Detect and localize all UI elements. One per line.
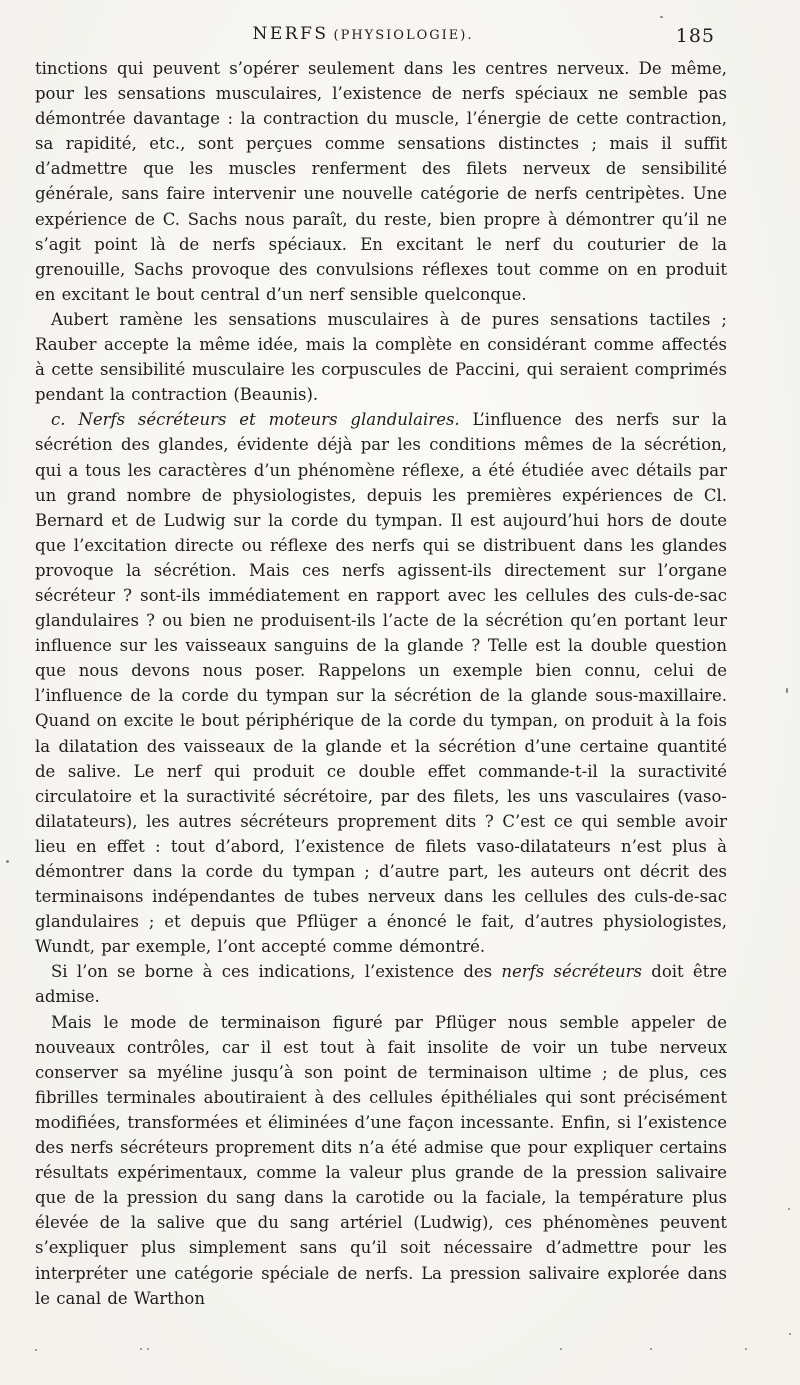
page-header: [35, 24, 727, 52]
paragraph-text: Mais le mode de terminaison figuré par Pflüger nous semble appeler de nouveaux contrôles, car il est tout à fait insolite de voir un tube nerveux conserver sa myéline jusqu’à son point de terminaison ultime ; de plus, ces fibrilles terminales aboutiraient à des cellules épithéliales qui sont précisément modifiées, transformées et éliminées d’une façon incessante. Enfin, si l’existence des nerfs sécréteurs proprement dits n’a été admise que pour expliquer certains résultats expérimentaux, comme la valeur plus grande de la pression salivaire que de la pression du sang dans la carotide ou la faciale, la température plus élevée de la salive que du sang artériel (Ludwig), ces phénomènes peuvent s’expliquer plus simplement sans qu’il soit nécessaire d’admettre pour les interpréter une catégorie spéciale de nerfs. La pression salivaire explorée dans le canal de Warthon: [35, 1012, 727, 1308]
scan-speck: [560, 1348, 562, 1350]
paragraph-text: Si l’on se borne à ces indications, l’existence des: [51, 962, 502, 982]
paragraph-si-lon-se-borne: [35, 959, 727, 1009]
scan-speck: [6, 860, 9, 863]
term-italic: nerfs sécréteurs: [501, 962, 643, 982]
section-title-italic: Nerfs sécréteurs et moteurs glandulaires.: [78, 410, 460, 430]
running-title-main: NERFS: [252, 24, 329, 44]
scan-speck: [745, 1348, 747, 1350]
scan-speck: [147, 1348, 149, 1350]
scan-speck: [140, 1348, 142, 1350]
scan-speck: [35, 1349, 37, 1351]
paragraph-text: doit être admise.: [35, 962, 727, 1007]
paragraph-text: Aubert ramène les sensations musculaires à de pures sensations tactiles ; Rauber accepte la même idée, mais la complète en considérant comme affectés à cette sensibilité musculaire les corpuscules de Paccini, qui seraient comprimés pendant la contraction (Beaunis).: [35, 309, 727, 405]
scan-speck: [788, 1208, 790, 1210]
paragraph-text: L’influence des nerfs sur la sécrétion des glandes, évidente déjà par les conditions mêmes de la sécrétion, qui a tous les caractères d’un phénomène réflexe, a été étudiée avec détails par un grand nombre de physiologistes, depuis les premières expériences de Cl. Bernard et de Ludwig sur la corde du tympan. Il est aujourd’hui hors de doute que l’excitation directe ou réflexe des nerfs qui se distribuent dans les glandes provoque la sécrétion. Mais ces nerfs agissent-ils directement sur l’organe sécréteur ? sont-ils immédiatement en rapport avec les cellules des culs-de-sac glandulaires ? ou bien ne produisent-ils l’acte de la sécrétion qu’en portant leur influence sur les vaisseaux sanguins de la glande ? Telle est la double question que nous devons nous poser. Rappelons un exemple bien connu, celui de l’influence de la corde du tympan sur la sécrétion de la glande sous-maxillaire. Quand on excite le bout périphérique de la corde du tympan, on produit à la fois la dilatation des vaisseaux de la glande et la sécrétion d’une certaine quantité de salive. Le nerf qui produit ce double effet commande-t-il la suractivité circulatoire et la suractivité sécrétoire, par des filets, les uns vasculaires (vaso-dilatateurs), les autres sécréteurs proprement dits ? C’est ce qui semble avoir lieu en effet : tout d’abord, l’existence de filets vaso-dilatateurs n’est plus à démontrer dans la corde du tympan ; d’autre part, les auteurs ont décrit des terminaisons indépendantes de tubes nerveux dans les cellules des culs-de-sac glandulaires ; et depuis que Pflüger a énoncé le fait, d’autres physiologistes, Wundt, par exemple, l’ont accepté comme démontré.: [35, 410, 727, 957]
section-letter: c.: [51, 410, 79, 430]
text-column: [35, 56, 727, 1311]
scan-speck: [786, 688, 788, 693]
scan-speck: [660, 16, 663, 18]
page-number: 185: [675, 25, 715, 47]
paragraph-nerfs-secreteurs-section: [35, 407, 727, 959]
running-title-qualifier: (PHYSIOLOGIE).: [333, 28, 474, 43]
scan-speck: [650, 1348, 652, 1350]
paragraph-mode-de-terminaison: [35, 1010, 727, 1311]
running-title: [17, 24, 709, 44]
paragraph-distinctions-continuation: [35, 56, 727, 307]
paragraph-aubert-rauber: [35, 307, 727, 407]
scan-speck: [789, 1333, 791, 1335]
paragraph-text: tinctions qui peuvent s’opérer seulement dans les centres nerveux. De même, pour les sensations musculaires, l’existence de nerfs spéciaux ne semble pas démontrée davantage : la contraction du muscle, l’énergie de cette contraction, sa rapidité, etc., sont perçues comme sensations distinctes ; mais il suffit d’admettre que les muscles renferment des filets nerveux de sensibilité générale, sans faire intervenir une nouvelle catégorie de nerfs centripètes. Une expérience de C. Sachs nous paraît, du reste, bien propre à démontrer qu’il ne s’agit point là de nerfs spéciaux. En excitant le nerf du couturier de la grenouille, Sachs provoque des convulsions réflexes tout comme on en produit en excitant le bout central d’un nerf sensible quelconque.: [35, 59, 727, 304]
